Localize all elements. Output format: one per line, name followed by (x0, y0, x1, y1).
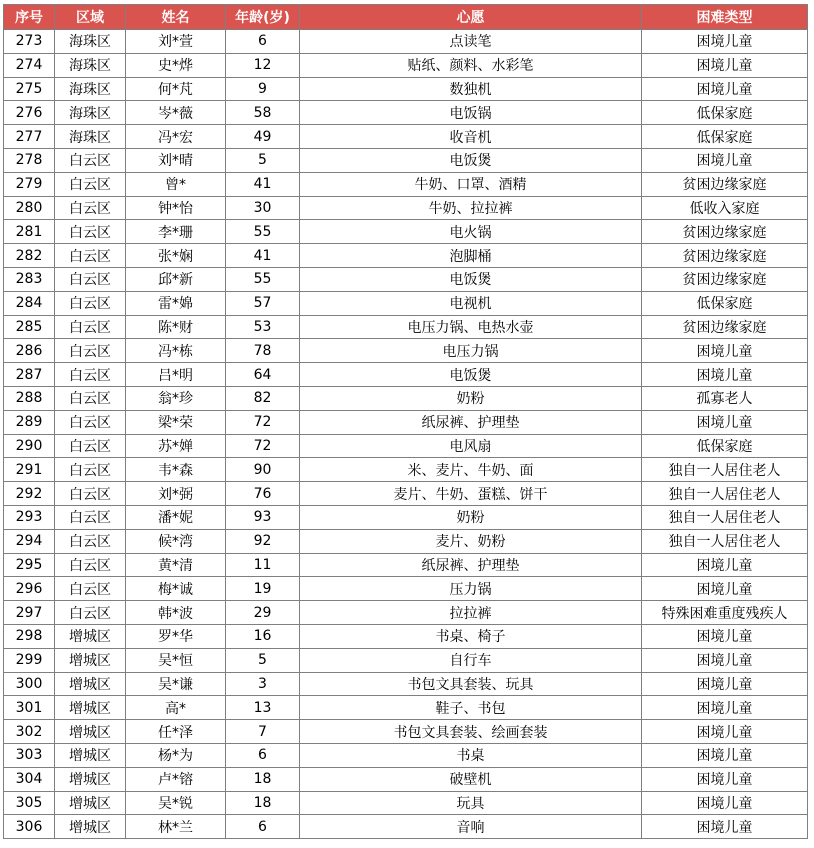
cell-wish: 米、麦片、牛奶、面 (300, 458, 642, 482)
table-row (4, 577, 808, 601)
cell-index: 276 (4, 101, 55, 125)
cell-index: 291 (4, 458, 55, 482)
table-row (4, 672, 808, 696)
cell-age: 93 (226, 505, 300, 529)
cell-index: 301 (4, 696, 55, 720)
cell-district: 白云区 (55, 529, 126, 553)
cell-name: 岑*薇 (126, 101, 226, 125)
cell-index: 277 (4, 125, 55, 149)
table-row (4, 77, 808, 101)
cell-name: 冯*栋 (126, 339, 226, 363)
cell-district: 白云区 (55, 148, 126, 172)
cell-wish: 纸尿裤、护理垫 (300, 553, 642, 577)
cell-index: 281 (4, 220, 55, 244)
cell-index: 302 (4, 720, 55, 744)
table-row (4, 815, 808, 839)
table-row (4, 244, 808, 268)
cell-hardship-type: 低保家庭 (642, 125, 808, 149)
cell-index: 282 (4, 244, 55, 268)
table-body (4, 30, 808, 839)
table-row (4, 291, 808, 315)
cell-age: 18 (226, 791, 300, 815)
cell-index: 300 (4, 672, 55, 696)
cell-district: 白云区 (55, 458, 126, 482)
cell-wish: 贴纸、颜料、水彩笔 (300, 53, 642, 77)
cell-district: 白云区 (55, 244, 126, 268)
cell-index: 275 (4, 77, 55, 101)
table-row (4, 172, 808, 196)
cell-hardship-type: 贫困边缘家庭 (642, 244, 808, 268)
table-row (4, 30, 808, 54)
cell-district: 白云区 (55, 267, 126, 291)
cell-district: 海珠区 (55, 77, 126, 101)
cell-index: 303 (4, 743, 55, 767)
cell-district: 白云区 (55, 220, 126, 244)
header-name: 姓名 (126, 5, 226, 30)
cell-district: 海珠区 (55, 30, 126, 54)
cell-name: 潘*妮 (126, 505, 226, 529)
header-wish: 心愿 (300, 5, 642, 30)
table-row (4, 767, 808, 791)
table-row (4, 553, 808, 577)
cell-age: 53 (226, 315, 300, 339)
cell-hardship-type: 困境儿童 (642, 815, 808, 839)
header-hardship-type: 困难类型 (642, 5, 808, 30)
cell-wish: 书包文具套装、玩具 (300, 672, 642, 696)
cell-name: 候*湾 (126, 529, 226, 553)
cell-index: 304 (4, 767, 55, 791)
cell-wish: 数独机 (300, 77, 642, 101)
cell-wish: 鞋子、书包 (300, 696, 642, 720)
cell-hardship-type: 低保家庭 (642, 101, 808, 125)
cell-wish: 电饭煲 (300, 148, 642, 172)
cell-hardship-type: 困境儿童 (642, 648, 808, 672)
cell-wish: 麦片、牛奶、蛋糕、饼干 (300, 482, 642, 506)
cell-wish: 书包文具套装、绘画套装 (300, 720, 642, 744)
cell-name: 韩*波 (126, 601, 226, 625)
cell-wish: 电饭煲 (300, 363, 642, 387)
cell-name: 梅*诚 (126, 577, 226, 601)
cell-wish: 玩具 (300, 791, 642, 815)
cell-name: 曾* (126, 172, 226, 196)
cell-age: 57 (226, 291, 300, 315)
table-row (4, 648, 808, 672)
cell-index: 274 (4, 53, 55, 77)
table-row (4, 624, 808, 648)
cell-name: 高* (126, 696, 226, 720)
cell-age: 11 (226, 553, 300, 577)
cell-wish: 压力锅 (300, 577, 642, 601)
cell-name: 张*娴 (126, 244, 226, 268)
cell-district: 白云区 (55, 196, 126, 220)
cell-wish: 音响 (300, 815, 642, 839)
cell-wish: 牛奶、口罩、酒精 (300, 172, 642, 196)
table-row (4, 696, 808, 720)
cell-age: 92 (226, 529, 300, 553)
cell-age: 64 (226, 363, 300, 387)
cell-name: 任*泽 (126, 720, 226, 744)
cell-age: 16 (226, 624, 300, 648)
cell-name: 史*烨 (126, 53, 226, 77)
cell-name: 刘*萱 (126, 30, 226, 54)
cell-wish: 书桌 (300, 743, 642, 767)
cell-hardship-type: 低收入家庭 (642, 196, 808, 220)
cell-wish: 点读笔 (300, 30, 642, 54)
cell-hardship-type: 孤寡老人 (642, 386, 808, 410)
cell-index: 306 (4, 815, 55, 839)
table-row (4, 601, 808, 625)
cell-name: 梁*荣 (126, 410, 226, 434)
cell-index: 293 (4, 505, 55, 529)
cell-name: 林*兰 (126, 815, 226, 839)
cell-district: 白云区 (55, 291, 126, 315)
cell-age: 78 (226, 339, 300, 363)
cell-hardship-type: 困境儿童 (642, 791, 808, 815)
cell-hardship-type: 贫困边缘家庭 (642, 172, 808, 196)
cell-index: 284 (4, 291, 55, 315)
table-row (4, 529, 808, 553)
table-row (4, 220, 808, 244)
cell-wish: 纸尿裤、护理垫 (300, 410, 642, 434)
cell-index: 278 (4, 148, 55, 172)
cell-hardship-type: 困境儿童 (642, 339, 808, 363)
cell-name: 李*珊 (126, 220, 226, 244)
cell-wish: 电饭煲 (300, 267, 642, 291)
cell-district: 增城区 (55, 696, 126, 720)
table-row (4, 363, 808, 387)
cell-name: 刘*弼 (126, 482, 226, 506)
cell-name: 吴*锐 (126, 791, 226, 815)
cell-district: 白云区 (55, 386, 126, 410)
cell-age: 5 (226, 648, 300, 672)
cell-district: 白云区 (55, 601, 126, 625)
cell-hardship-type: 特殊困难重度残疾人 (642, 601, 808, 625)
cell-hardship-type: 独自一人居住老人 (642, 482, 808, 506)
cell-wish: 牛奶、拉拉裤 (300, 196, 642, 220)
cell-hardship-type: 困境儿童 (642, 672, 808, 696)
cell-name: 吴*谦 (126, 672, 226, 696)
cell-district: 海珠区 (55, 125, 126, 149)
cell-age: 9 (226, 77, 300, 101)
cell-wish: 奶粉 (300, 386, 642, 410)
cell-hardship-type: 贫困边缘家庭 (642, 267, 808, 291)
cell-hardship-type: 困境儿童 (642, 743, 808, 767)
cell-hardship-type: 困境儿童 (642, 30, 808, 54)
cell-hardship-type: 贫困边缘家庭 (642, 220, 808, 244)
table-row (4, 53, 808, 77)
cell-age: 72 (226, 434, 300, 458)
cell-age: 6 (226, 815, 300, 839)
cell-wish: 破壁机 (300, 767, 642, 791)
table-row (4, 148, 808, 172)
header-district: 区域 (55, 5, 126, 30)
cell-name: 刘*晴 (126, 148, 226, 172)
cell-district: 增城区 (55, 672, 126, 696)
cell-index: 288 (4, 386, 55, 410)
cell-district: 增城区 (55, 815, 126, 839)
cell-age: 3 (226, 672, 300, 696)
cell-index: 289 (4, 410, 55, 434)
table-row (4, 482, 808, 506)
table-row (4, 458, 808, 482)
cell-index: 298 (4, 624, 55, 648)
cell-age: 7 (226, 720, 300, 744)
table-row (4, 196, 808, 220)
cell-district: 白云区 (55, 505, 126, 529)
cell-wish: 电视机 (300, 291, 642, 315)
cell-wish: 电压力锅、电热水壶 (300, 315, 642, 339)
cell-index: 296 (4, 577, 55, 601)
cell-index: 297 (4, 601, 55, 625)
cell-hardship-type: 困境儿童 (642, 410, 808, 434)
cell-hardship-type: 困境儿童 (642, 53, 808, 77)
cell-district: 白云区 (55, 434, 126, 458)
cell-hardship-type: 困境儿童 (642, 363, 808, 387)
cell-name: 陈*财 (126, 315, 226, 339)
header-row (4, 5, 808, 30)
cell-district: 白云区 (55, 577, 126, 601)
header-index: 序号 (4, 5, 55, 30)
table-row (4, 315, 808, 339)
cell-name: 卢*镕 (126, 767, 226, 791)
cell-hardship-type: 贫困边缘家庭 (642, 315, 808, 339)
cell-district: 海珠区 (55, 53, 126, 77)
cell-index: 292 (4, 482, 55, 506)
table-row (4, 410, 808, 434)
cell-index: 294 (4, 529, 55, 553)
cell-name: 黄*清 (126, 553, 226, 577)
cell-district: 白云区 (55, 339, 126, 363)
cell-age: 82 (226, 386, 300, 410)
table-row (4, 791, 808, 815)
cell-district: 增城区 (55, 767, 126, 791)
cell-district: 增城区 (55, 720, 126, 744)
cell-wish: 泡脚桶 (300, 244, 642, 268)
table-row (4, 125, 808, 149)
cell-district: 海珠区 (55, 101, 126, 125)
cell-district: 增城区 (55, 743, 126, 767)
cell-hardship-type: 困境儿童 (642, 720, 808, 744)
cell-age: 29 (226, 601, 300, 625)
cell-age: 55 (226, 220, 300, 244)
cell-wish: 麦片、奶粉 (300, 529, 642, 553)
cell-age: 41 (226, 244, 300, 268)
cell-name: 邱*新 (126, 267, 226, 291)
cell-hardship-type: 独自一人居住老人 (642, 529, 808, 553)
cell-wish: 电饭锅 (300, 101, 642, 125)
cell-wish: 奶粉 (300, 505, 642, 529)
cell-age: 19 (226, 577, 300, 601)
cell-wish: 书桌、椅子 (300, 624, 642, 648)
table-row (4, 720, 808, 744)
cell-wish: 收音机 (300, 125, 642, 149)
cell-hardship-type: 困境儿童 (642, 553, 808, 577)
cell-age: 6 (226, 743, 300, 767)
cell-wish: 电火锅 (300, 220, 642, 244)
cell-hardship-type: 低保家庭 (642, 434, 808, 458)
cell-age: 76 (226, 482, 300, 506)
cell-name: 翁*珍 (126, 386, 226, 410)
cell-name: 杨*为 (126, 743, 226, 767)
cell-wish: 拉拉裤 (300, 601, 642, 625)
cell-age: 5 (226, 148, 300, 172)
cell-age: 18 (226, 767, 300, 791)
cell-hardship-type: 低保家庭 (642, 291, 808, 315)
table-row (4, 267, 808, 291)
cell-district: 白云区 (55, 410, 126, 434)
cell-district: 白云区 (55, 363, 126, 387)
cell-wish: 自行车 (300, 648, 642, 672)
cell-hardship-type: 困境儿童 (642, 577, 808, 601)
cell-hardship-type: 困境儿童 (642, 696, 808, 720)
cell-district: 增城区 (55, 791, 126, 815)
cell-district: 增城区 (55, 624, 126, 648)
cell-wish: 电风扇 (300, 434, 642, 458)
table-row (4, 101, 808, 125)
cell-district: 增城区 (55, 648, 126, 672)
cell-name: 罗*华 (126, 624, 226, 648)
cell-name: 苏*婵 (126, 434, 226, 458)
table-row (4, 743, 808, 767)
cell-name: 冯*宏 (126, 125, 226, 149)
cell-hardship-type: 困境儿童 (642, 624, 808, 648)
cell-hardship-type: 困境儿童 (642, 77, 808, 101)
cell-index: 285 (4, 315, 55, 339)
cell-name: 钟*怡 (126, 196, 226, 220)
cell-wish: 电压力锅 (300, 339, 642, 363)
cell-age: 49 (226, 125, 300, 149)
cell-index: 279 (4, 172, 55, 196)
cell-index: 287 (4, 363, 55, 387)
cell-district: 白云区 (55, 315, 126, 339)
cell-name: 吴*恒 (126, 648, 226, 672)
table-row (4, 339, 808, 363)
table-row (4, 505, 808, 529)
cell-age: 72 (226, 410, 300, 434)
cell-hardship-type: 困境儿童 (642, 148, 808, 172)
cell-district: 白云区 (55, 482, 126, 506)
wish-list-table (3, 4, 808, 839)
cell-age: 41 (226, 172, 300, 196)
cell-name: 吕*明 (126, 363, 226, 387)
cell-age: 12 (226, 53, 300, 77)
cell-index: 273 (4, 30, 55, 54)
cell-age: 55 (226, 267, 300, 291)
cell-age: 58 (226, 101, 300, 125)
cell-hardship-type: 独自一人居住老人 (642, 505, 808, 529)
cell-name: 雷*婂 (126, 291, 226, 315)
cell-age: 13 (226, 696, 300, 720)
cell-age: 30 (226, 196, 300, 220)
cell-age: 6 (226, 30, 300, 54)
cell-index: 299 (4, 648, 55, 672)
cell-index: 290 (4, 434, 55, 458)
cell-hardship-type: 困境儿童 (642, 767, 808, 791)
cell-district: 白云区 (55, 553, 126, 577)
cell-index: 283 (4, 267, 55, 291)
table-row (4, 386, 808, 410)
cell-hardship-type: 独自一人居住老人 (642, 458, 808, 482)
cell-name: 何*芃 (126, 77, 226, 101)
cell-index: 305 (4, 791, 55, 815)
cell-age: 90 (226, 458, 300, 482)
cell-name: 韦*森 (126, 458, 226, 482)
cell-index: 280 (4, 196, 55, 220)
cell-index: 295 (4, 553, 55, 577)
table-row (4, 434, 808, 458)
cell-district: 白云区 (55, 172, 126, 196)
cell-index: 286 (4, 339, 55, 363)
header-age: 年龄(岁) (226, 5, 300, 30)
